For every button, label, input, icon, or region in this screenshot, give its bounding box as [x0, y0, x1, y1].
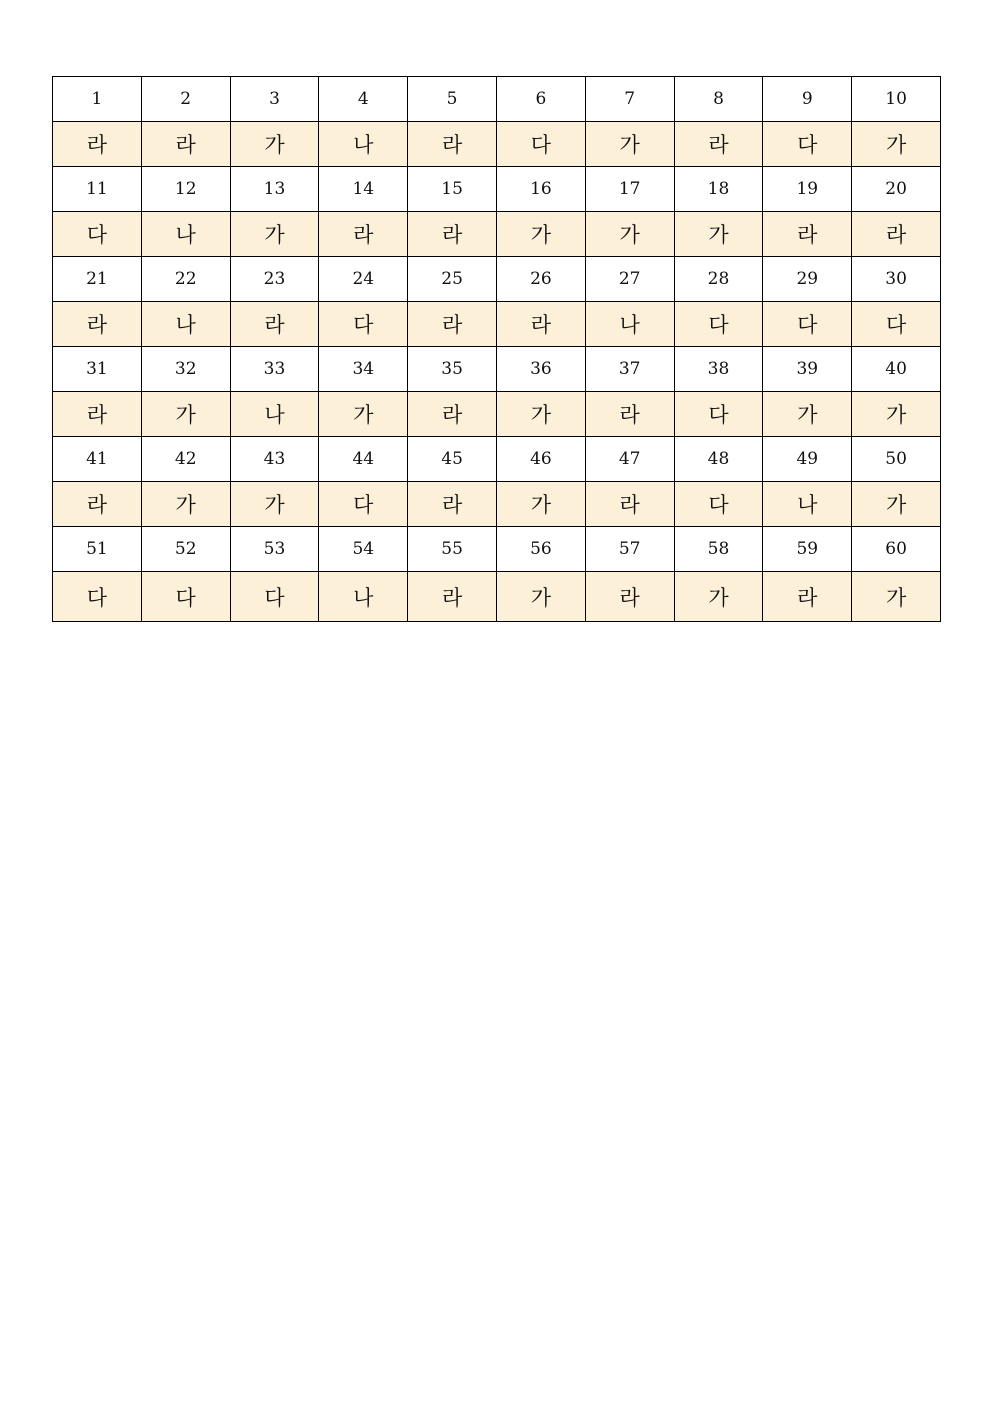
question-number-cell: 43: [230, 437, 319, 482]
answer-cell: 다: [674, 482, 763, 527]
answer-row: [53, 392, 941, 437]
answer-cell: 가: [852, 392, 941, 437]
question-number-cell: 17: [585, 167, 674, 212]
answer-cell: 나: [141, 302, 230, 347]
question-number-cell: 45: [408, 437, 497, 482]
answer-cell: 가: [852, 122, 941, 167]
answer-cell: 다: [319, 482, 408, 527]
answer-cell: 라: [53, 392, 142, 437]
question-number-cell: 20: [852, 167, 941, 212]
question-number-cell: 11: [53, 167, 142, 212]
answer-cell: 라: [408, 392, 497, 437]
answer-cell: 가: [585, 122, 674, 167]
question-number-cell: 57: [585, 527, 674, 572]
answer-cell: 라: [496, 302, 585, 347]
answer-cell: 라: [53, 482, 142, 527]
question-number-cell: 46: [496, 437, 585, 482]
answer-cell: 나: [585, 302, 674, 347]
answer-cell: 가: [230, 482, 319, 527]
question-number-cell: 58: [674, 527, 763, 572]
answer-cell: 라: [408, 302, 497, 347]
question-number-cell: 10: [852, 77, 941, 122]
answer-cell: 라: [53, 122, 142, 167]
answer-cell: 다: [496, 122, 585, 167]
question-number-row: [53, 347, 941, 392]
answer-cell: 가: [230, 122, 319, 167]
question-number-cell: 50: [852, 437, 941, 482]
answer-cell: 라: [408, 572, 497, 622]
answer-cell: 라: [585, 392, 674, 437]
question-number-cell: 36: [496, 347, 585, 392]
answer-cell: 가: [674, 572, 763, 622]
question-number-cell: 2: [141, 77, 230, 122]
answer-cell: 가: [496, 482, 585, 527]
answer-cell: 다: [53, 212, 142, 257]
answer-cell: 다: [141, 572, 230, 622]
answer-cell: 가: [319, 392, 408, 437]
question-number-cell: 23: [230, 257, 319, 302]
question-number-cell: 15: [408, 167, 497, 212]
question-number-cell: 16: [496, 167, 585, 212]
question-number-cell: 9: [763, 77, 852, 122]
question-number-cell: 39: [763, 347, 852, 392]
answer-cell: 나: [230, 392, 319, 437]
answer-cell: 라: [763, 212, 852, 257]
question-number-cell: 14: [319, 167, 408, 212]
question-number-cell: 35: [408, 347, 497, 392]
question-number-row: [53, 437, 941, 482]
question-number-cell: 26: [496, 257, 585, 302]
answer-cell: 나: [763, 482, 852, 527]
answer-cell: 라: [319, 212, 408, 257]
question-number-cell: 48: [674, 437, 763, 482]
answer-cell: 나: [141, 212, 230, 257]
question-number-row: [53, 527, 941, 572]
question-number-cell: 55: [408, 527, 497, 572]
question-number-cell: 25: [408, 257, 497, 302]
answer-row: [53, 122, 941, 167]
answer-cell: 나: [319, 572, 408, 622]
question-number-cell: 21: [53, 257, 142, 302]
answer-cell: 가: [141, 482, 230, 527]
answer-cell: 라: [408, 212, 497, 257]
answer-row: [53, 212, 941, 257]
answer-cell: 라: [408, 482, 497, 527]
question-number-cell: 27: [585, 257, 674, 302]
answer-cell: 다: [763, 302, 852, 347]
question-number-cell: 52: [141, 527, 230, 572]
answer-cell: 다: [674, 392, 763, 437]
question-number-row: [53, 77, 941, 122]
question-number-cell: 5: [408, 77, 497, 122]
question-number-cell: 38: [674, 347, 763, 392]
question-number-cell: 24: [319, 257, 408, 302]
answer-cell: 다: [230, 572, 319, 622]
question-number-cell: 47: [585, 437, 674, 482]
question-number-cell: 28: [674, 257, 763, 302]
answer-cell: 라: [408, 122, 497, 167]
question-number-cell: 8: [674, 77, 763, 122]
answer-cell: 가: [141, 392, 230, 437]
answer-cell: 라: [585, 572, 674, 622]
answer-cell: 가: [230, 212, 319, 257]
question-number-row: [53, 167, 941, 212]
question-number-cell: 3: [230, 77, 319, 122]
answer-cell: 라: [585, 482, 674, 527]
question-number-cell: 6: [496, 77, 585, 122]
question-number-cell: 7: [585, 77, 674, 122]
question-number-cell: 33: [230, 347, 319, 392]
question-number-cell: 37: [585, 347, 674, 392]
answer-cell: 라: [230, 302, 319, 347]
question-number-cell: 13: [230, 167, 319, 212]
answer-cell: 라: [53, 302, 142, 347]
question-number-cell: 4: [319, 77, 408, 122]
question-number-cell: 51: [53, 527, 142, 572]
answer-cell: 가: [496, 392, 585, 437]
question-number-cell: 31: [53, 347, 142, 392]
answer-cell: 가: [674, 212, 763, 257]
answer-cell: 나: [319, 122, 408, 167]
question-number-cell: 19: [763, 167, 852, 212]
answer-cell: 가: [852, 572, 941, 622]
answer-row: [53, 302, 941, 347]
question-number-cell: 30: [852, 257, 941, 302]
question-number-cell: 34: [319, 347, 408, 392]
answer-cell: 가: [496, 212, 585, 257]
question-number-cell: 18: [674, 167, 763, 212]
answer-row: [53, 482, 941, 527]
question-number-cell: 32: [141, 347, 230, 392]
question-number-cell: 53: [230, 527, 319, 572]
answer-cell: 가: [763, 392, 852, 437]
question-number-cell: 49: [763, 437, 852, 482]
question-number-cell: 22: [141, 257, 230, 302]
answer-cell: 다: [852, 302, 941, 347]
question-number-cell: 59: [763, 527, 852, 572]
question-number-cell: 56: [496, 527, 585, 572]
question-number-row: [53, 257, 941, 302]
question-number-cell: 41: [53, 437, 142, 482]
answer-key-body: [53, 77, 941, 622]
answer-cell: 다: [319, 302, 408, 347]
answer-cell: 가: [852, 482, 941, 527]
answer-cell: 라: [852, 212, 941, 257]
question-number-cell: 1: [53, 77, 142, 122]
question-number-cell: 44: [319, 437, 408, 482]
answer-row: [53, 572, 941, 622]
answer-cell: 다: [763, 122, 852, 167]
answer-cell: 라: [141, 122, 230, 167]
question-number-cell: 42: [141, 437, 230, 482]
answer-cell: 라: [674, 122, 763, 167]
question-number-cell: 60: [852, 527, 941, 572]
answer-cell: 다: [53, 572, 142, 622]
question-number-cell: 40: [852, 347, 941, 392]
question-number-cell: 29: [763, 257, 852, 302]
answer-cell: 라: [763, 572, 852, 622]
question-number-cell: 54: [319, 527, 408, 572]
answer-cell: 다: [674, 302, 763, 347]
answer-cell: 가: [585, 212, 674, 257]
answer-cell: 가: [496, 572, 585, 622]
question-number-cell: 12: [141, 167, 230, 212]
answer-key-table: [52, 76, 941, 622]
